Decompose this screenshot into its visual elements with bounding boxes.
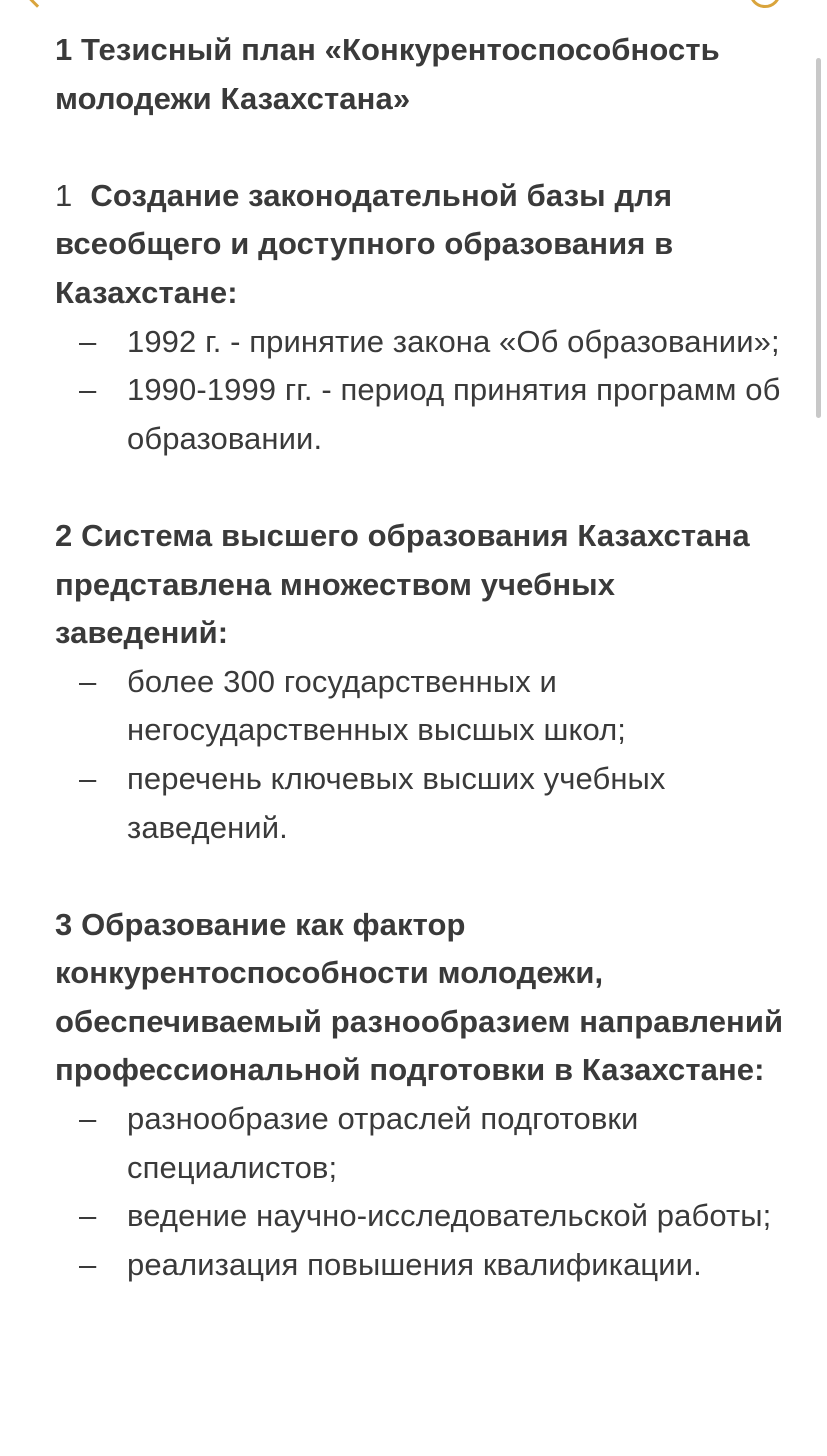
section-3 [55, 901, 785, 1290]
list-item [55, 1095, 785, 1192]
list-item-text: перечень ключевых высших учебных заведений. [127, 760, 666, 845]
list-item [55, 318, 785, 367]
list-item [55, 658, 785, 755]
list-item [55, 366, 785, 463]
dash-bullet-icon: – [79, 372, 97, 408]
dash-bullet-icon: – [79, 1101, 97, 1137]
document-body [55, 26, 785, 1338]
section-number: 3 [55, 906, 73, 942]
section-heading-text: Система высшего образования Казахстана представлена множеством учебных заведений: [55, 517, 750, 651]
top-toolbar [0, 0, 827, 12]
bullet-list [55, 318, 785, 464]
section-2 [55, 512, 785, 852]
dash-bullet-icon: – [79, 1198, 97, 1234]
section-number: 2 [55, 517, 73, 553]
scrollbar[interactable] [816, 58, 821, 418]
list-item [55, 755, 785, 852]
section-heading [55, 172, 785, 318]
list-item-text: реализация повышения квалификации. [127, 1246, 702, 1282]
bullet-list [55, 1095, 785, 1289]
dash-bullet-icon: – [79, 323, 97, 359]
section-heading [55, 901, 785, 1095]
section-number: 1 [55, 177, 73, 213]
dash-bullet-icon: – [79, 663, 97, 699]
list-item-text: ведение научно-исследовательской работы; [127, 1198, 772, 1234]
dash-bullet-icon: – [79, 1246, 97, 1282]
list-item [55, 1241, 785, 1290]
list-item-text: 1992 г. - принятие закона «Об образовании»; [127, 323, 780, 359]
section-heading [55, 512, 785, 658]
dash-bullet-icon: – [79, 760, 97, 796]
section-heading-text: Создание законодательной базы для всеобщего и доступного образования в Казахстане: [55, 177, 674, 310]
list-item [55, 1192, 785, 1241]
back-arrow-icon[interactable] [24, 0, 49, 8]
list-item-text: 1990-1999 гг. - период принятия программ об образовании. [127, 372, 781, 456]
list-item-text: более 300 государственных и негосударственных высшых школ; [127, 663, 627, 748]
section-heading-text: Образование как фактор конкурентоспособности молодежи, обеспечиваемый разнообразием направлений профессиональной подготовки в Казахстане: [55, 906, 784, 1088]
list-item-text: разнообразие отраслей подготовки специалистов; [127, 1101, 639, 1185]
bullet-list [55, 658, 785, 852]
page-title: 1 Тезисный план «Конкурентоспособность молодежи Казахстана» [55, 32, 720, 116]
section-1 [55, 172, 785, 464]
circle-button-icon[interactable] [749, 0, 781, 8]
